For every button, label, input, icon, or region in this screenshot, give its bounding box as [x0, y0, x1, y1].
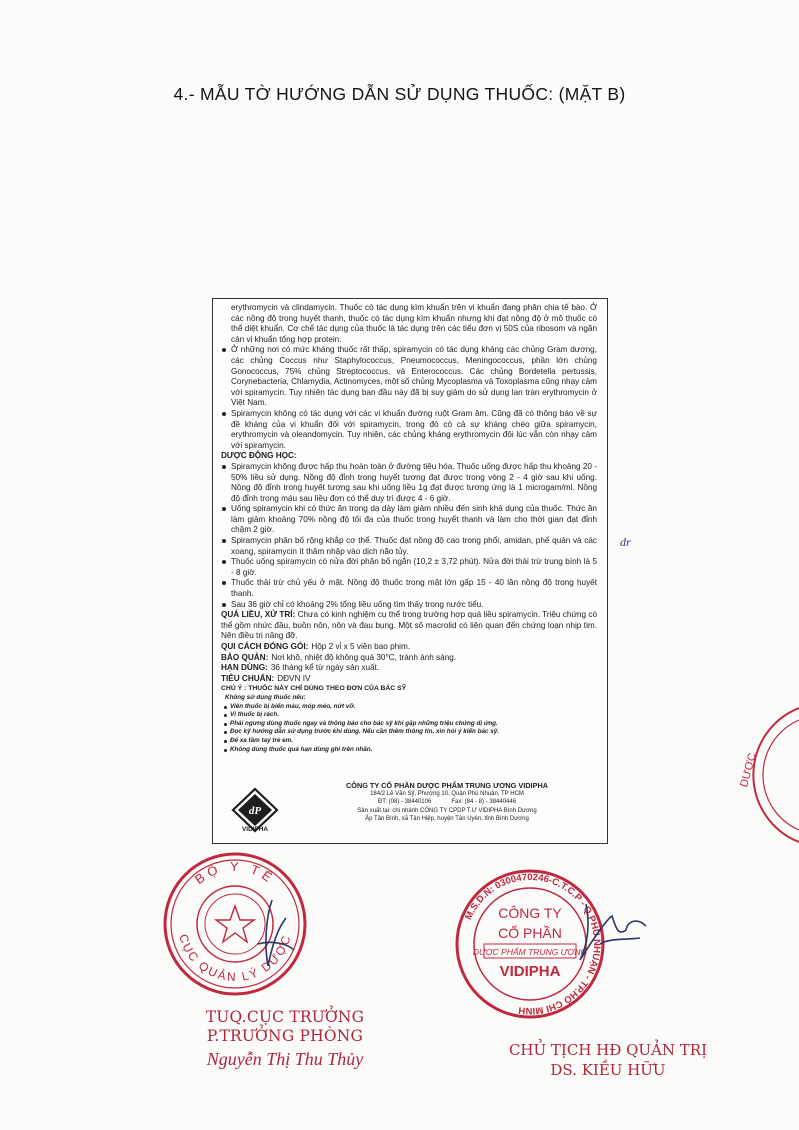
list-item: Thuốc thải trừ chủ yếu ở mật. Nồng độ thuốc trong mật lớn gấp 15 - 40 lần nồng độ trong huyết thanh.: [221, 578, 597, 599]
overdose-text: Chưa có kinh nghiệm cụ thể trong trường hợp quá liều spiramycin. Triệu chứng có thể gồm nhức đầu, buồn nôn, nôn và đau bụng. Một số macrolid có liên quan đến chứng loạn nhịp tim. Nên điều trị nâng đỡ.: [221, 610, 597, 641]
packing-label: QUI CÁCH ĐÓNG GÓI:: [221, 642, 309, 651]
list-item: Đọc kỹ hướng dẫn sử dụng trước khi dùng. Nếu cần thêm thông tin, xin hỏi ý kiến bác sỹ.: [221, 728, 597, 737]
company-contact: [297, 798, 597, 806]
svg-text:BỘ Y TẾ: [192, 859, 278, 887]
expiry-label: HẠN DÙNG:: [221, 663, 268, 673]
standard-label: TIÊU CHUẨN:: [221, 673, 275, 683]
pk-heading: DƯỢC ĐỘNG HỌC:: [221, 451, 297, 461]
mechanism-text: erythromycin và clindamycin. Thuốc có tác dụng kìm khuẩn trên vi khuẩn đang phân chia tế bào. Ở các nồng độ trong huyết thanh, thuốc có tác dụng kìm khuẩn nhưng khi đạt nồng độ ở mô thuốc có thể diệt khuẩn. Cơ chế tác dụng của thuốc là tác dụng trên các tiểu đơn vị 50S của ribosom và ngăn cản vi khuẩn tổng hợp protein.: [231, 303, 597, 344]
svg-text:CỤC QUẢN LÝ DƯỢC: [176, 932, 294, 984]
left-stamp: [160, 848, 310, 1000]
list-item: Để xa tầm tay trẻ em.: [221, 737, 597, 746]
right-signature-block: [498, 1040, 718, 1080]
right-signature-name: DS. KIỀU HỮU: [550, 1061, 666, 1079]
side-stamp: [735, 700, 799, 850]
left-stamp-top-text: BỘ Y TẾ: [191, 858, 279, 888]
right-stamp-ring-text: M.S.D.N: 0300470246-C.T.C.P - Q.PHÚ NHUẬN - TP.HỒ CHÍ MINH: [463, 871, 603, 1017]
right-stamp: [450, 868, 650, 1020]
list-item: Sau 36 giờ chỉ có khoảng 2% tổng liều uống tìm thấy trong nước tiểu.: [221, 600, 597, 611]
right-stamp-line4: VIDIPHA: [499, 963, 561, 980]
storage-row: [221, 653, 597, 664]
left-signature-name: Nguyễn Thị Thu Thủy: [206, 1049, 364, 1069]
pk-list: [221, 462, 597, 610]
svg-text:dP: dP: [248, 805, 262, 817]
right-stamp-line2: CỔ PHẦN: [498, 925, 562, 941]
logo-text: VIDIPHA: [242, 826, 268, 833]
expiry-text: 36 tháng kể từ ngày sản xuất.: [270, 663, 380, 673]
company-block: [221, 782, 601, 840]
caution-block: [221, 685, 597, 754]
list-item: Không dùng thuốc quá hạn dùng ghi trên nhãn.: [221, 746, 597, 755]
right-stamp-line1: CÔNG TY: [498, 905, 562, 921]
left-signature-title2: P.TRƯỞNG PHÒNG: [206, 1027, 364, 1045]
standard-row: [221, 674, 597, 685]
margin-note: dr: [620, 535, 631, 549]
company-fax: Fax: (84 - 8) - 38440446: [451, 799, 517, 806]
right-stamp-line3: DƯỢC PHẨM TRUNG ƯƠNG: [472, 947, 588, 957]
list-item: Phải ngưng dùng thuốc ngay và thông báo cho bác sỹ khi gặp những triệu chứng dị ứng.: [221, 720, 597, 729]
list-item: Spiramycin không được hấp thu hoàn toàn ở đường tiêu hóa. Thuốc uống được hấp thu khoảng 20 - 50% liều sử dụng. Nồng độ đỉnh trong huyết tương đạt được trong vòng 2 - 4 giờ sau khi uống. Nồng độ đỉnh trong huyết tương sau khi uống liều 1g đạt được tương ứng là 1 microgam/ml. Nồng độ đỉnh trong máu sau liều đơn có thể duy trì được 4 - 6 giờ.: [221, 462, 597, 504]
company-address: 184/2 Lê Văn Sỹ, Phường 10, Quận Phú Nhuận, TP HCM: [370, 791, 524, 798]
overdose-label: QUÁ LIỀU, XỬ TRÍ:: [221, 610, 296, 620]
company-name: CÔNG TY CỔ PHẦN DƯỢC PHẨM TRUNG ƯƠNG VIDIPHA: [346, 781, 548, 790]
caution-subheading: Không sử dụng thuốc nếu:: [225, 693, 306, 701]
packing-row: [221, 642, 597, 653]
list-item: Spiramycin phân bố rộng khắp cơ thể. Thuốc đạt nồng độ cao trong phổi, amidan, phế quản và các xoang, spiramycin ít thâm nhập vào dịch não tủy.: [221, 536, 597, 557]
company-factory: Sản xuất tại: chi nhánh CÔNG TY CPDP T.Ư VIDIPHA Bình Dương: [357, 807, 537, 814]
spectrum-list: [221, 345, 597, 451]
list-item: Vỉ thuốc bị rách.: [221, 711, 597, 720]
caution-list: [221, 720, 597, 754]
page-title: 4.- MẪU TỜ HƯỚNG DẪN SỬ DỤNG THUỐC: (MẶT B): [173, 84, 626, 104]
left-signature-block: [165, 1008, 405, 1072]
left-signature-title1: TUQ.CỤC TRƯỞNG: [205, 1008, 365, 1026]
storage-text: Nơi khô, nhiệt độ không quá 30°C, tránh ánh sáng.: [271, 652, 457, 662]
standard-text: DĐVN IV: [277, 673, 311, 683]
caution-sub-list: [221, 703, 597, 720]
packing-text: Hộp 2 vỉ x 5 viên bao phim.: [311, 642, 411, 651]
company-info: [297, 782, 597, 823]
caution-heading: CHÚ Ý : THUỐC NÀY CHỈ DÙNG THEO ĐƠN CỦA BÁC SỸ: [221, 685, 407, 693]
side-stamp-text: DƯỢC: [738, 751, 759, 789]
overdose-section: [221, 610, 597, 642]
drug-leaflet: [212, 298, 608, 844]
company-factory-address: Ấp Tân Bình, xã Tân Hiệp, huyện Tân Uyên, tỉnh Bình Dương: [365, 815, 529, 822]
list-item: Spiramycin không có tác dụng với các vi khuẩn đường ruột Gram âm. Cũng đã có thông báo về sự đề kháng của vi khuẩn đối với spiramycin, trong đó có cả sự kháng chéo giữa spiramycin, erythromycin và oleandomycin. Tuy nhiên, các chủng kháng erythromycin đôi lúc vẫn còn nhạy cảm với spiramycin.: [221, 409, 597, 451]
expiry-row: [221, 663, 597, 674]
storage-label: BẢO QUẢN:: [221, 652, 269, 662]
list-item: Ở những nơi có mức kháng thuốc rất thấp, spiramycin có tác dụng kháng các chủng Gram dương, các chủng Coccus như Staphylococcus, Pneumococcus, Meningococcus, phần lớn chủng Gonococcus, 75% chủng Streptococcus, và Enterococcus. Các chủng Bordetella pertussis, Corynebacteria, Chlamydia, Actinomyces, một số chủng Mycoplasma và Toxoplasma cũng nhạy cảm với spiramycin. Tuy nhiên tác dụng ban đầu này đã bị suy giảm do sử dụng lan tràn erythromycin ở Việt Nam.: [221, 345, 597, 409]
list-item: Uống spiramycin khi có thức ăn trong dạ dày làm giảm nhiều đến sinh khả dụng của thuốc. Thức ăn làm giảm khoảng 70% nồng độ tối đa của thuốc trong huyết thanh và làm cho thời gian đạt đỉnh chậm 2 giờ.: [221, 504, 597, 536]
right-signature-title: CHỦ TỊCH HĐ QUẢN TRỊ: [508, 1041, 708, 1059]
list-item: Viên thuốc bị biến màu, móp méo, nứt vỡ.: [221, 703, 597, 712]
list-item: Thuốc uống spiramycin có nửa đời phân bố ngắn (10,2 ± 3,72 phút). Nửa đời thải trừ trung bình là 5 - 8 giờ.: [221, 557, 597, 578]
left-stamp-bottom-text: CỤC QUẢN LÝ DƯỢC: [176, 932, 294, 985]
company-phone: ĐT: (08) - 38440106: [377, 799, 432, 806]
